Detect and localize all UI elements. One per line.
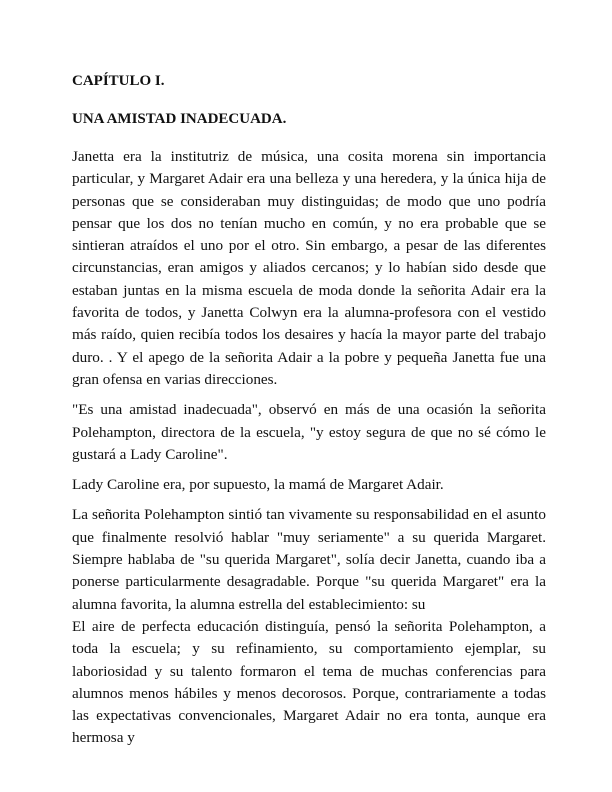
paragraph-3: Lady Caroline era, por supuesto, la mamá de Margaret Adair. xyxy=(72,476,444,494)
paragraph-2: "Es una amistad inadecuada", observó en más de una ocasión la señorita Polehampton, directora de la escuela, "y estoy segura de que no sé cómo le gustará a Lady Caroline". xyxy=(72,401,546,463)
chapter-title: UNA AMISTAD INADECUADA. xyxy=(72,111,287,127)
paragraph-1: Janetta era la institutriz de música, una cosita morena sin importancia particular, y Margaret Adair era una belleza y una heredera, y la única hija de personas que se consideraban muy distinguidas; de modo que uno podría pensar que los dos no tenían mucho en común, y no era probable que se sintieran atraídos el uno por el otro. Sin embargo, a pesar de las diferentes circunstancias, eran amigos y aliados cercanos; y lo habían sido desde que estaban juntas en la misma escuela de moda donde la señorita Adair era la favorita de todos, y Janetta Colwyn era la alumna-profesora con el vestido más raído, quien recibía todos los desaires y hacía la mayor parte del trabajo duro. . Y el apego de la señorita Adair a la pobre y pequeña Janetta fue una gran ofensa en varias direcciones. xyxy=(72,148,546,388)
paragraph-4: La señorita Polehampton sintió tan vivamente su responsabilidad en el asunto que finalmente resolvió hablar "muy seriamente" a su querida Margaret. Siempre hablaba de "su querida Margaret", solía decir Janetta, cuando iba a ponerse particularmente desagradable. Porque "su querida Margaret" era la alumna favorita, la alumna estrella del establecimiento: su xyxy=(72,506,546,613)
document-page xyxy=(72,72,546,758)
paragraph-5: El aire de perfecta educación distinguía, pensó la señorita Polehampton, a toda la escuela; y su refinamiento, su comportamiento ejemplar, su laboriosidad y su talento formaron el tema de muchas conferencias para alumnos menos hábiles y menos decorosos. Porque, contrariamente a todas las expectativas convencionales, Margaret Adair no era tonta, aunque era hermosa y xyxy=(72,617,546,747)
chapter-heading: CAPÍTULO I. xyxy=(72,73,165,89)
